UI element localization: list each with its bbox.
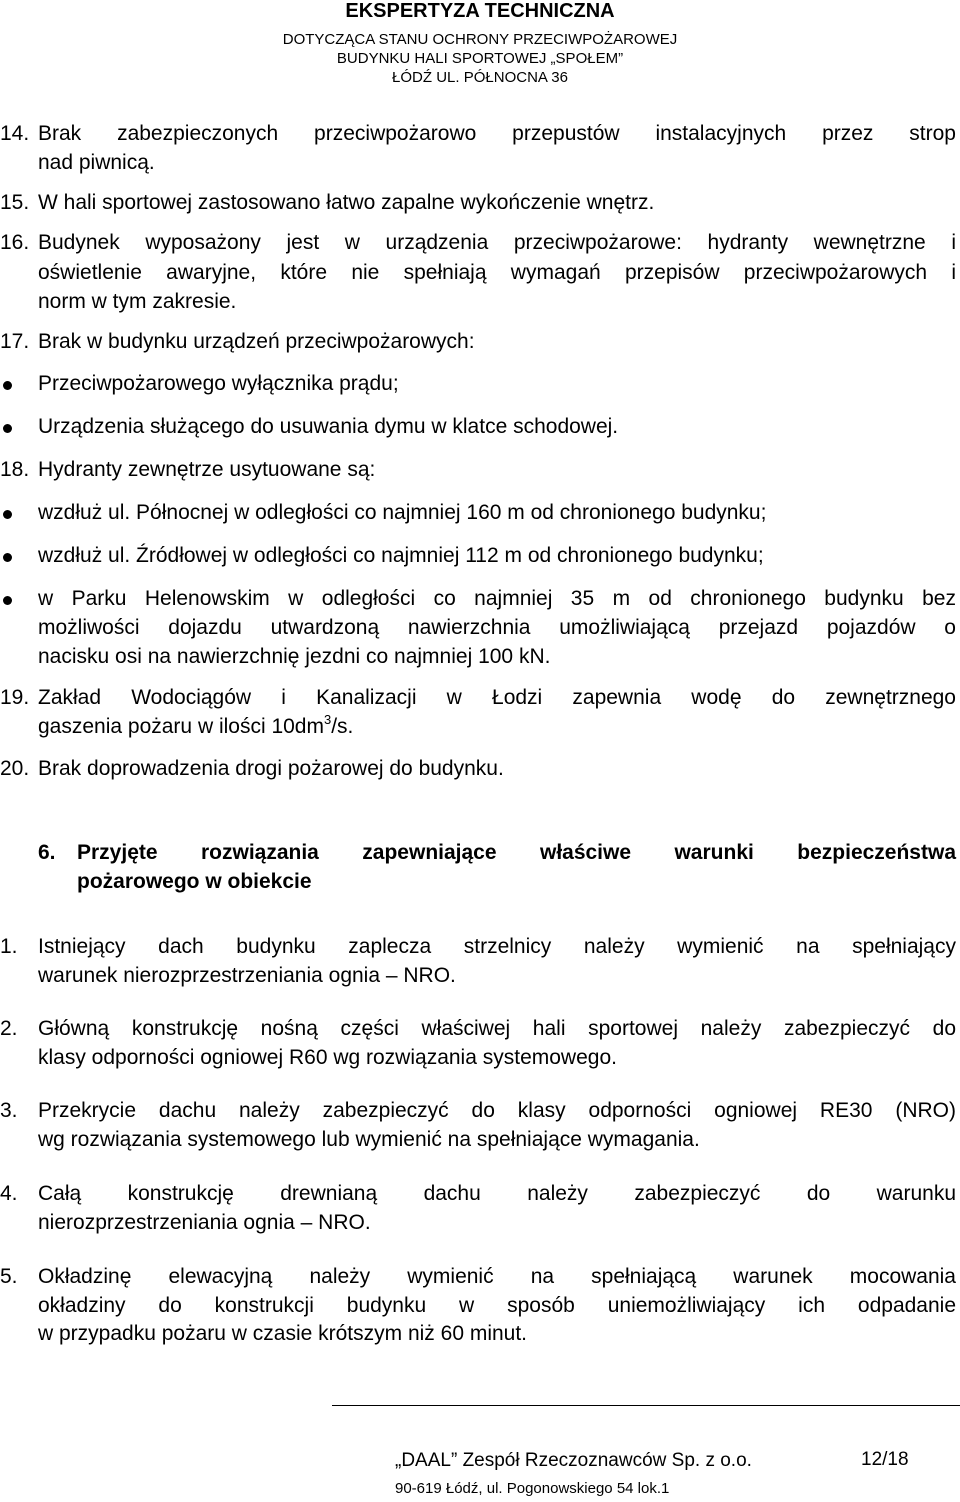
solution-1-line-1: Istniejący dach budynku zaplecza strzelnicy należy wymienić na spełniający: [38, 935, 956, 958]
item-17-bullet-2: Urządzenia służącego do usuwania dymu w klatce schodowej.: [38, 415, 619, 438]
item-number: 14.: [0, 122, 30, 145]
item-18-bullet-3-line-3: nacisku osi na nawierzchnię jezdni co najmniej 100 kN.: [38, 645, 551, 668]
solution-2-line-1: Główną konstrukcję nośną części właściwej hali sportowej należy zabezpieczyć do: [38, 1017, 956, 1040]
item-16-line-2: oświetlenie awaryjne, które nie spełniają wymagań przepisów przeciwpożarowych i: [38, 261, 956, 284]
bullet-icon: [3, 510, 12, 519]
solution-number: 4.: [0, 1182, 18, 1205]
item-17-line-1: Brak w budynku urządzeń przeciwpożarowych:: [38, 330, 475, 353]
item-number: 20.: [0, 757, 30, 780]
solution-3-line-1: Przekrycie dachu należy zabezpieczyć do klasy odporności ogniowej RE30 (NRO): [38, 1099, 956, 1122]
item-18-bullet-1: wzdłuż ul. Północnej w odległości co najmniej 160 m od chronionego budynku;: [38, 501, 767, 524]
header-subtitle-line-1: DOTYCZĄCA STANU OCHRONY PRZECIWPOŻAROWEJ: [282, 31, 678, 48]
solution-4-line-2: nierozprzestrzeniania ognia – NRO.: [38, 1211, 371, 1234]
header-subtitle-line-2: BUDYNKU HALI SPORTOWEJ „SPOŁEM”: [336, 50, 624, 67]
item-20-line-1: Brak doprowadzenia drogi pożarowej do budynku.: [38, 757, 504, 780]
section-heading-line-2: pożarowego w obiekcie: [77, 870, 312, 893]
item-18-line-1: Hydranty zewnętrze usytuowane są:: [38, 458, 376, 481]
solution-5-line-2: okładziny do konstrukcji budynku w sposób uniemożliwiający ich odpadanie: [38, 1294, 956, 1317]
footer-address: 90-619 Łódź, ul. Pogonowskiego 54 lok.1: [395, 1480, 670, 1497]
document-title: EKSPERTYZA TECHNICZNA: [345, 0, 615, 22]
item-number: 18.: [0, 458, 30, 481]
solution-2-line-2: klasy odporności ogniowej R60 wg rozwiązania systemowego.: [38, 1046, 617, 1069]
item-14-line-1: Brak zabezpieczonych przeciwpożarowo przepustów instalacyjnych przez strop: [38, 122, 956, 145]
solution-number: 5.: [0, 1265, 18, 1288]
bullet-icon: [3, 424, 12, 433]
superscript: 3: [323, 712, 332, 727]
solution-number: 2.: [0, 1017, 18, 1040]
item-18-bullet-3-line-2: możliwości dojazdu utwardzoną nawierzchnia umożliwiającą przejazd pojazdów o: [38, 616, 956, 639]
item-18-bullet-2: wzdłuż ul. Źródłowej w odległości co najmniej 112 m od chronionego budynku;: [38, 544, 764, 567]
solution-1-line-2: warunek nierozprzestrzeniania ognia – NRO.: [38, 964, 456, 987]
bullet-icon: [3, 553, 12, 562]
footer-divider: [332, 1405, 960, 1406]
solution-number: 1.: [0, 935, 18, 958]
item-19-line-2: [38, 713, 353, 741]
item-14-line-2: nad piwnicą.: [38, 151, 155, 174]
solution-3-line-2: wg rozwiązania systemowego lub wymienić na spełniające wymagania.: [38, 1128, 700, 1151]
footer-company: „DAAL” Zespół Rzeczoznawców Sp. z o.o.: [395, 1450, 752, 1471]
item-number: 17.: [0, 330, 30, 353]
header-subtitle-line-3: ŁÓDŹ UL. PÓŁNOCNA 36: [392, 69, 568, 86]
item-number: 15.: [0, 191, 30, 214]
item-17-bullet-1: Przeciwpożarowego wyłącznika prądu;: [38, 372, 399, 395]
item-15-line-1: W hali sportowej zastosowano łatwo zapalne wykończenie wnętrz.: [38, 191, 655, 214]
item-19-line-2-unit: /s.: [331, 715, 354, 738]
solution-number: 3.: [0, 1099, 18, 1122]
solution-5-line-1: Okładzinę elewacyjną należy wymienić na spełniającą warunek mocowania: [38, 1265, 956, 1288]
item-number: 19.: [0, 686, 30, 709]
bullet-icon: [3, 596, 12, 605]
item-number: 16.: [0, 231, 30, 254]
page-number: 12/18: [861, 1449, 909, 1470]
solution-4-line-1: Całą konstrukcję drewnianą dachu należy zabezpieczyć do warunku: [38, 1182, 956, 1205]
item-16-line-1: Budynek wyposażony jest w urządzenia przeciwpożarowe: hydranty wewnętrzne i: [38, 231, 956, 254]
bullet-icon: [3, 381, 12, 390]
item-16-line-3: norm w tym zakresie.: [38, 290, 237, 313]
section-heading-line-1: Przyjęte rozwiązania zapewniające właściwe warunki bezpieczeństwa: [77, 841, 956, 864]
section-number: 6.: [38, 841, 56, 864]
solution-5-line-3: w przypadku pożaru w czasie krótszym niż 60 minut.: [38, 1322, 528, 1345]
item-19-line-2-text: gaszenia pożaru w ilości 10dm: [38, 715, 324, 738]
item-18-bullet-3-line-1: w Parku Helenowskim w odległości co najmniej 35 m od chronionego budynku bez: [38, 587, 956, 610]
item-19-line-1: Zakład Wodociągów i Kanalizacji w Łodzi zapewnia wodę do zewnętrznego: [38, 686, 956, 709]
